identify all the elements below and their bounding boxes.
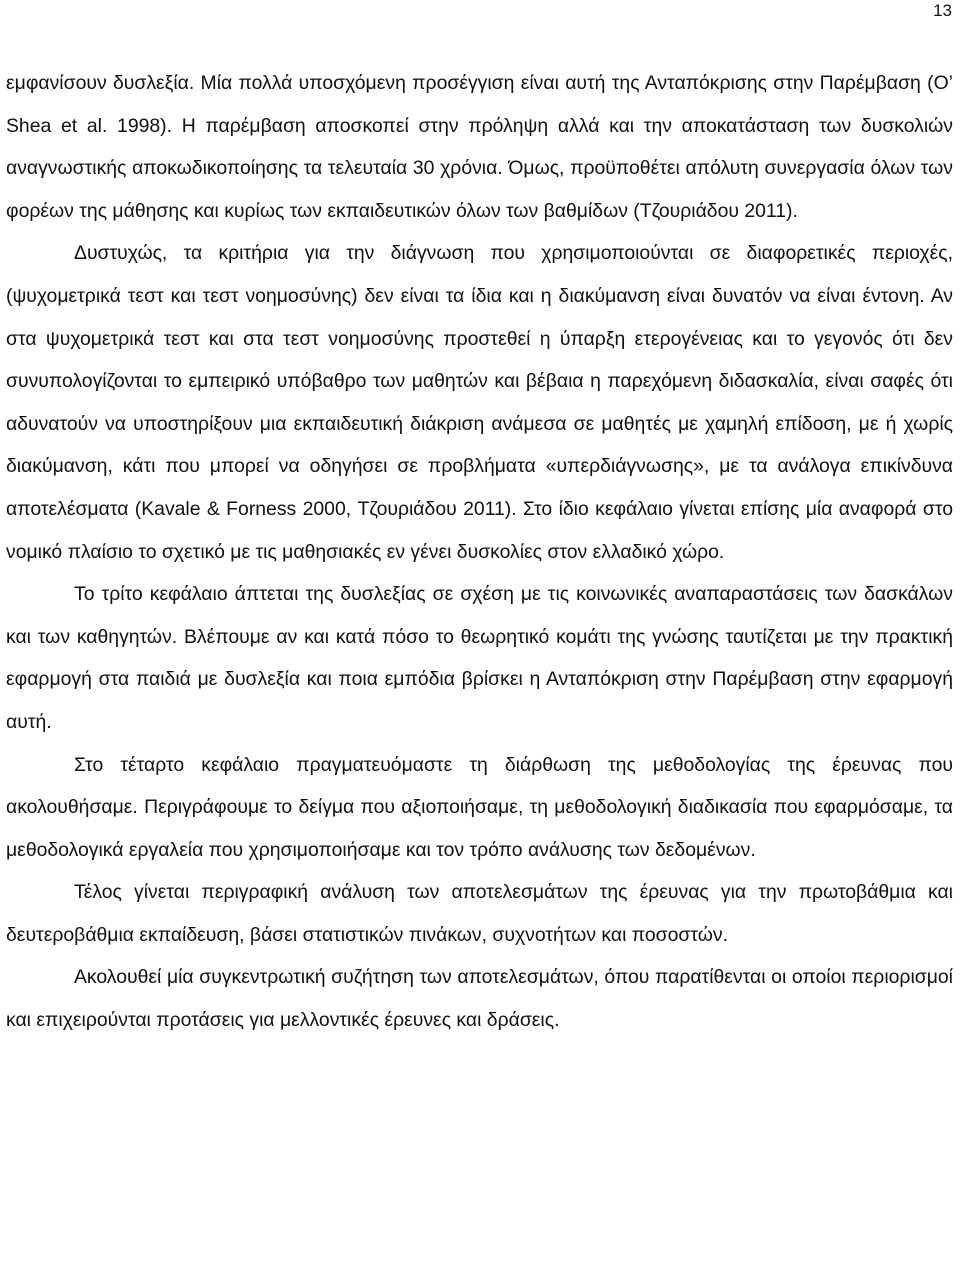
paragraph-1: εμφανίσουν δυσλεξία. Μία πολλά υποσχόμενη προσέγγιση είναι αυτή της Ανταπόκρισης στην Παρέμβαση (O’ Shea et al. 1998). Η παρέμβαση αποσκοπεί στην πρόληψη αλλά και την αποκατάσταση των δυσκολιών αναγνωστικής αποκωδικοποίησης τα τελευταία 30 χρόνια. Όμως, προϋποθέτει απόλυτη συνεργασία όλων των φορέων της μάθησης και κυρίως των εκπαιδευτικών όλων των βαθμίδων (Τζουριάδου 2011). <box>6 72 953 222</box>
paragraph-6: Ακολουθεί μία συγκεντρωτική συζήτηση των αποτελεσμάτων, όπου παρατίθενται οι οποίοι περιορισμοί και επιχειρούνται προτάσεις για μελλοντικές έρευνες και δράσεις. <box>6 966 953 1032</box>
paragraph-5: Τέλος γίνεται περιγραφική ανάλυση των αποτελεσμάτων της έρευνας για την πρωτοβάθμια και δευτεροβάθμια εκπαίδευση, βάσει στατιστικών πινάκων, συχνοτήτων και ποσοστών. <box>6 881 953 946</box>
paragraph-4: Στο τέταρτο κεφάλαιο πραγματευόμαστε τη διάρθωση της μεθοδολογίας της έρευνας που ακολουθήσαμε. Περιγράφουμε το δείγμα που αξιοποιήσαμε, τη μεθοδολογική διαδικασία που εφαρμόσαμε, τα μεθοδολογικά εργαλεία που χρησιμοποιήσαμε και τον τρόπο ανάλυσης των δεδομένων. <box>6 753 953 861</box>
paragraph-3: Το τρίτο κεφάλαιο άπτεται της δυσλεξίας σε σχέση με τις κοινωνικές αναπαραστάσεις των δασκάλων και των καθηγητών. Βλέπουμε αν και κατά πόσο το θεωρητικό κομάτι της γνώσης ταυτίζεται με την πρακτική εφαρμογή στα παιδιά με δυσλεξία και ποια εμπόδια βρίσκει η Ανταπόκριση στην Παρέμβαση στην εφαρμογή αυτή. <box>6 583 953 733</box>
document-body <box>6 62 953 1042</box>
page-number: 13 <box>933 1 952 20</box>
paragraph-2: Δυστυχώς, τα κριτήρια για την διάγνωση που χρησιμοποιούνται σε διαφορετικές περιοχές, (ψυχομετρικά τεστ και τεστ νοημοσύνης) δεν είναι τα ίδια και η διακύμανση είναι δυνατόν να είναι έντονη. Αν στα ψυχομετρικά τεστ και στα τεστ νοημοσύνης προστεθεί η ύπαρξη ετερογένειας και το γεγονός ότι δεν συνυπολογίζονται το εμπειρικό υπόβαθρο των μαθητών και βέβαια η παρεχόμενη διδασκαλία, είναι σαφές ότι αδυνατούν να υποστηρίξουν μια εκπαιδευτική διάκριση ανάμεσα σε μαθητές με χαμηλή επίδοση, με ή χωρίς διακύμανση, κάτι που μπορεί να οδηγήσει σε προβλήματα «υπερδιάγνωσης», με τα ανάλογα επικίνδυνα αποτελέσματα (Kavale & Forness 2000, Τζουριάδου 2011). Στο ίδιο κεφάλαιο γίνεται επίσης μία αναφορά στο νομικό πλαίσιο το σχετικό με τις μαθησιακές εν γένει δυσκολίες στον ελλαδικό χώρο. <box>6 242 953 563</box>
